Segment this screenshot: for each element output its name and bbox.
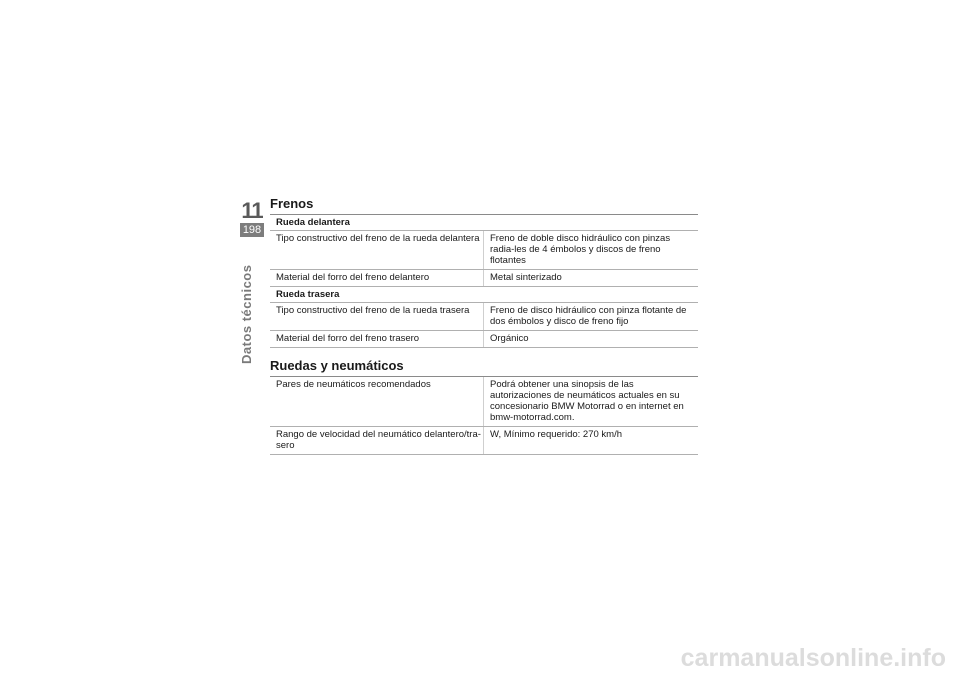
row-value: Freno de doble disco hidráulico con pinzas radia-les de 4 émbolos y discos de freno flotantes <box>490 233 671 266</box>
row-value: Freno de disco hidráulico con pinza flotante de dos émbolos y disco de freno fijo <box>490 305 687 327</box>
row-label: Tipo constructivo del freno de la rueda delantera <box>270 231 484 269</box>
table-row <box>270 270 698 287</box>
row-value: Podrá obtener una sinopsis de las autorizaciones de neumáticos actuales en su concesionario BMW Motorrad o en internet en bmw-motorrad.com. <box>490 379 684 423</box>
section-title-frenos: Frenos <box>270 196 314 211</box>
table-row <box>270 427 698 455</box>
row-label: Tipo constructivo del freno de la rueda trasera <box>270 303 484 330</box>
row-label: Material del forro del freno delantero <box>270 270 484 286</box>
row-label: Rango de velocidad del neumático delantero/tra-sero <box>270 427 484 454</box>
row-label: Pares de neumáticos recomendados <box>270 377 484 426</box>
row-value: Metal sinterizado <box>490 272 562 283</box>
section-title-ruedas: Ruedas y neumáticos <box>270 358 404 373</box>
row-value: W, Mínimo requerido: 270 km/h <box>490 429 622 440</box>
row-value: Orgánico <box>490 333 529 344</box>
page-content <box>270 194 698 455</box>
chapter-number: 11 <box>241 198 263 223</box>
table-row <box>270 231 698 270</box>
frenos-table <box>270 214 698 348</box>
table-row <box>270 377 698 427</box>
subheading-rueda-trasera: Rueda trasera <box>270 287 698 303</box>
ruedas-table <box>270 376 698 455</box>
watermark: carmanualsonline.info <box>680 644 946 672</box>
chapter-side-label: Datos técnicos <box>239 264 254 364</box>
table-row <box>270 303 698 331</box>
subheading-rueda-delantera: Rueda delantera <box>270 215 698 231</box>
row-label: Material del forro del freno trasero <box>270 331 484 347</box>
table-row <box>270 331 698 348</box>
page-number: 198 <box>240 223 264 237</box>
